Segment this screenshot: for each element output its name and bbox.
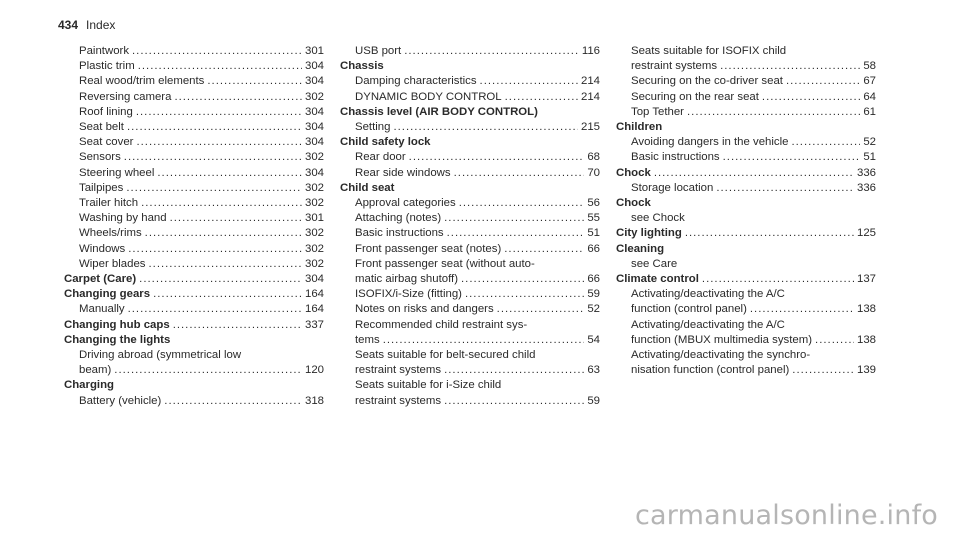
entry-term: Climate control (616, 273, 699, 286)
entry-term: see Chock (631, 212, 685, 225)
entry-term: Storage location (631, 181, 714, 194)
entry-term: Changing hub caps (64, 318, 170, 331)
index-subentry (340, 363, 600, 378)
index-subentry (64, 74, 324, 89)
dot-leader (171, 90, 302, 105)
index-subentry (340, 318, 600, 333)
entry-term: Windows (79, 242, 126, 255)
dot-leader (145, 257, 302, 272)
entry-term: Battery (vehicle) (79, 394, 162, 407)
index-entry (64, 272, 324, 287)
page-ref: 215 (580, 121, 600, 134)
page-ref: 59 (587, 394, 600, 407)
dot-leader (123, 181, 302, 196)
entry-term: Reversing camera (79, 90, 172, 103)
index-subentry (340, 90, 600, 105)
entry-term: Rear side windows (355, 166, 451, 179)
page-ref: 336 (856, 166, 876, 179)
entry-term: ISOFIX/i-Size (fitting) (355, 288, 462, 301)
index-subentry (616, 302, 876, 317)
entry-term: DYNAMIC BODY CONTROL (355, 90, 502, 103)
page-ref: 302 (304, 227, 324, 240)
page-ref: 318 (304, 394, 324, 407)
page-ref: 68 (587, 151, 600, 164)
index-subentry (340, 394, 600, 409)
entry-term: function (MBUX multimedia system) (631, 333, 813, 346)
index-subentry (340, 150, 600, 165)
index-entry (64, 287, 324, 302)
index-entry (340, 181, 600, 196)
page-ref: 302 (304, 242, 324, 255)
dot-leader (441, 394, 584, 409)
dot-leader (111, 363, 302, 378)
dot-leader (441, 211, 584, 226)
index-subentry (616, 318, 876, 333)
entry-term: Chock (616, 166, 651, 179)
index-subentry (64, 166, 324, 181)
index-entry (340, 105, 600, 120)
dot-leader (684, 105, 860, 120)
index-entry (616, 166, 876, 181)
page-ref: 66 (587, 273, 600, 286)
dot-leader (204, 74, 302, 89)
dot-leader (788, 135, 860, 150)
index-subentry (616, 59, 876, 74)
index-column-1 (64, 44, 324, 409)
dot-leader (759, 90, 860, 105)
page-ref: 51 (587, 227, 600, 240)
dot-leader (129, 44, 302, 59)
index-subentry (64, 44, 324, 59)
entry-term: restraint systems (631, 60, 718, 73)
section-title: Index (86, 18, 116, 32)
index-subentry (340, 44, 600, 59)
index-subentry (64, 211, 324, 226)
entry-term: Seats suitable for belt-secured child (355, 349, 536, 362)
entry-term: tems (355, 333, 380, 346)
dot-leader (133, 105, 302, 120)
index-subentry (64, 363, 324, 378)
index-entry (340, 135, 600, 150)
dot-leader (462, 287, 584, 302)
dot-leader (154, 166, 302, 181)
index-subentry (64, 302, 324, 317)
entry-term: restraint systems (355, 394, 442, 407)
index-subentry (64, 90, 324, 105)
page-ref: 302 (304, 90, 324, 103)
page-ref: 302 (304, 197, 324, 210)
dot-leader (441, 363, 584, 378)
dot-leader (380, 333, 585, 348)
page-ref: 64 (863, 90, 876, 103)
dot-leader (477, 74, 578, 89)
index-subentry (64, 181, 324, 196)
index-subentry (616, 333, 876, 348)
index-subentry (64, 196, 324, 211)
watermark: carmanualsonline.info (635, 500, 938, 531)
dot-leader (401, 44, 579, 59)
dot-leader (812, 333, 854, 348)
dot-leader (167, 211, 302, 226)
entry-term: Chassis (340, 60, 384, 73)
index-subentry (340, 226, 600, 241)
index-subentry (616, 74, 876, 89)
index-subentry (64, 226, 324, 241)
index-subentry (64, 120, 324, 135)
index-subentry (64, 105, 324, 120)
dot-leader (133, 135, 302, 150)
entry-term: Activating/deactivating the A/C (631, 288, 785, 301)
index-subentry (64, 257, 324, 272)
index-subentry (616, 348, 876, 363)
dot-leader (121, 150, 302, 165)
page-ref: 66 (587, 242, 600, 255)
dot-leader (406, 150, 585, 165)
entry-term: Changing the lights (64, 333, 171, 346)
index-subentry (616, 287, 876, 302)
dot-leader (747, 302, 854, 317)
index-subentry (340, 242, 600, 257)
page-ref: 138 (856, 333, 876, 346)
entry-term: Approval categories (355, 197, 456, 210)
entry-term: nisation function (control panel) (631, 364, 790, 377)
entry-term: Top Tether (631, 105, 684, 118)
dot-leader (136, 272, 302, 287)
dot-leader (699, 272, 854, 287)
index-subentry (64, 150, 324, 165)
page-ref: 304 (304, 273, 324, 286)
dot-leader (717, 59, 860, 74)
dot-leader (451, 166, 585, 181)
index-subentry (340, 166, 600, 181)
dot-leader (458, 272, 584, 287)
entry-term: Seats suitable for i-Size child (355, 379, 502, 392)
page-ref: 54 (587, 333, 600, 346)
page-ref: 120 (304, 364, 324, 377)
page-ref: 61 (863, 105, 876, 118)
dot-leader (125, 302, 302, 317)
page-ref: 137 (856, 273, 876, 286)
entry-term: Wiper blades (79, 257, 146, 270)
entry-term: Tailpipes (79, 181, 124, 194)
page-ref: 304 (304, 75, 324, 88)
page-ref: 304 (304, 60, 324, 73)
page-ref: 337 (304, 318, 324, 331)
index-subentry (340, 348, 600, 363)
dot-leader (150, 287, 302, 302)
entry-term: Paintwork (79, 45, 130, 57)
index-subentry (616, 211, 876, 226)
entry-term: Damping characteristics (355, 75, 477, 88)
index-entry (616, 242, 876, 257)
page-ref: 56 (587, 197, 600, 210)
index-subentry (616, 90, 876, 105)
entry-term: Wheels/rims (79, 227, 142, 240)
entry-term: Cleaning (616, 242, 665, 255)
index-entry (616, 120, 876, 135)
index-subentry (340, 74, 600, 89)
index-entry (340, 59, 600, 74)
entry-term: beam) (79, 364, 112, 377)
page-ref: 52 (863, 136, 876, 149)
index-entry (64, 333, 324, 348)
entry-term: Sensors (79, 151, 121, 164)
entry-term: Child seat (340, 181, 395, 194)
dot-leader (502, 90, 578, 105)
entry-term: Washing by hand (79, 212, 167, 225)
entry-term: Changing gears (64, 288, 151, 301)
dot-leader (682, 226, 854, 241)
dot-leader (713, 181, 854, 196)
entry-term: Chock (616, 197, 651, 210)
index-subentry (64, 242, 324, 257)
entry-term: Setting (355, 121, 391, 134)
entry-term: Seats suitable for ISOFIX child (631, 45, 787, 57)
entry-term: Securing on the co-driver seat (631, 75, 783, 88)
page-ref: 51 (863, 151, 876, 164)
entry-term: Chassis level (AIR BODY CONTROL) (340, 105, 538, 118)
index-subentry (616, 135, 876, 150)
dot-leader (501, 242, 584, 257)
entry-term: Driving abroad (symmetrical low (79, 349, 242, 362)
page-ref: 302 (304, 151, 324, 164)
dot-leader (135, 59, 302, 74)
page-ref: 304 (304, 121, 324, 134)
page-number: 434 (58, 18, 79, 32)
page-ref: 139 (856, 364, 876, 377)
entry-term: Attaching (notes) (355, 212, 442, 225)
page-ref: 164 (304, 288, 324, 301)
index-subentry (340, 257, 600, 272)
entry-term: Basic instructions (631, 151, 720, 164)
page-ref: 301 (304, 212, 324, 225)
page-ref: 214 (580, 90, 600, 103)
index-subentry (616, 181, 876, 196)
entry-term: Activating/deactivating the synchro- (631, 349, 811, 362)
page-ref: 301 (304, 45, 324, 57)
index-subentry (64, 348, 324, 363)
index-subentry (616, 150, 876, 165)
entry-term: function (control panel) (631, 303, 747, 316)
entry-term: Avoiding dangers in the vehicle (631, 136, 789, 149)
entry-term: Plastic trim (79, 60, 135, 73)
page-ref: 58 (863, 60, 876, 73)
entry-term: Child safety lock (340, 136, 431, 149)
entry-term: USB port (355, 45, 402, 57)
entry-term: Charging (64, 379, 114, 392)
index-entry (64, 318, 324, 333)
entry-term: City lighting (616, 227, 682, 240)
entry-term: Trailer hitch (79, 197, 139, 210)
dot-leader (456, 196, 585, 211)
entry-term: Front passenger seat (without auto- (355, 257, 535, 270)
index-subentry (616, 363, 876, 378)
page-ref: 125 (856, 227, 876, 240)
index-subentry (340, 333, 600, 348)
index-subentry (340, 196, 600, 211)
dot-leader (444, 226, 585, 241)
page-ref: 52 (587, 303, 600, 316)
entry-term: Children (616, 121, 663, 134)
page-ref: 304 (304, 105, 324, 118)
page-header (58, 18, 115, 32)
page-ref: 164 (304, 303, 324, 316)
entry-term: Activating/deactivating the A/C (631, 318, 785, 331)
dot-leader (720, 150, 861, 165)
entry-term: Roof lining (79, 105, 133, 118)
page-ref: 302 (304, 181, 324, 194)
page-ref: 302 (304, 257, 324, 270)
page-ref: 214 (580, 75, 600, 88)
entry-term: restraint systems (355, 364, 442, 377)
entry-term: Steering wheel (79, 166, 155, 179)
index-subentry (340, 378, 600, 393)
dot-leader (142, 226, 302, 241)
index-subentry (340, 211, 600, 226)
index-entry (616, 226, 876, 241)
entry-term: Notes on risks and dangers (355, 303, 494, 316)
index-entry (616, 196, 876, 211)
page-ref: 67 (863, 75, 876, 88)
dot-leader (651, 166, 854, 181)
dot-leader (124, 120, 302, 135)
entry-term: Front passenger seat (notes) (355, 242, 502, 255)
entry-term: Real wood/trim elements (79, 75, 205, 88)
index-subentry (340, 287, 600, 302)
index-subentry (616, 44, 876, 59)
entry-term: Manually (79, 303, 125, 316)
index-subentry (64, 59, 324, 74)
dot-leader (789, 363, 854, 378)
page-ref: 304 (304, 166, 324, 179)
dot-leader (390, 120, 578, 135)
index-subentry (616, 105, 876, 120)
page-ref: 55 (587, 212, 600, 225)
entry-term: Seat belt (79, 121, 124, 134)
entry-term: Recommended child restraint sys- (355, 318, 528, 331)
dot-leader (783, 74, 860, 89)
dot-leader (125, 242, 302, 257)
dot-leader (138, 196, 302, 211)
page-ref: 138 (856, 303, 876, 316)
entry-term: Securing on the rear seat (631, 90, 759, 103)
entry-term: matic airbag shutoff) (355, 273, 458, 286)
dot-leader (170, 318, 302, 333)
entry-term: Rear door (355, 151, 406, 164)
index-entry (64, 378, 324, 393)
index-column-2 (340, 44, 600, 409)
entry-term: Carpet (Care) (64, 273, 137, 286)
index-subentry (64, 135, 324, 150)
index-column-3 (616, 44, 876, 378)
page-ref: 70 (587, 166, 600, 179)
entry-term: see Care (631, 257, 678, 270)
page-ref: 63 (587, 364, 600, 377)
entry-term: Basic instructions (355, 227, 444, 240)
page-ref: 304 (304, 136, 324, 149)
page-ref: 59 (587, 288, 600, 301)
page-ref: 116 (581, 45, 600, 57)
index-subentry (340, 302, 600, 317)
index-subentry (340, 120, 600, 135)
index-entry (616, 272, 876, 287)
dot-leader (161, 394, 302, 409)
dot-leader (494, 302, 585, 317)
index-subentry (64, 394, 324, 409)
index-subentry (340, 272, 600, 287)
page-ref: 336 (856, 181, 876, 194)
entry-term: Seat cover (79, 136, 134, 149)
index-subentry (616, 257, 876, 272)
